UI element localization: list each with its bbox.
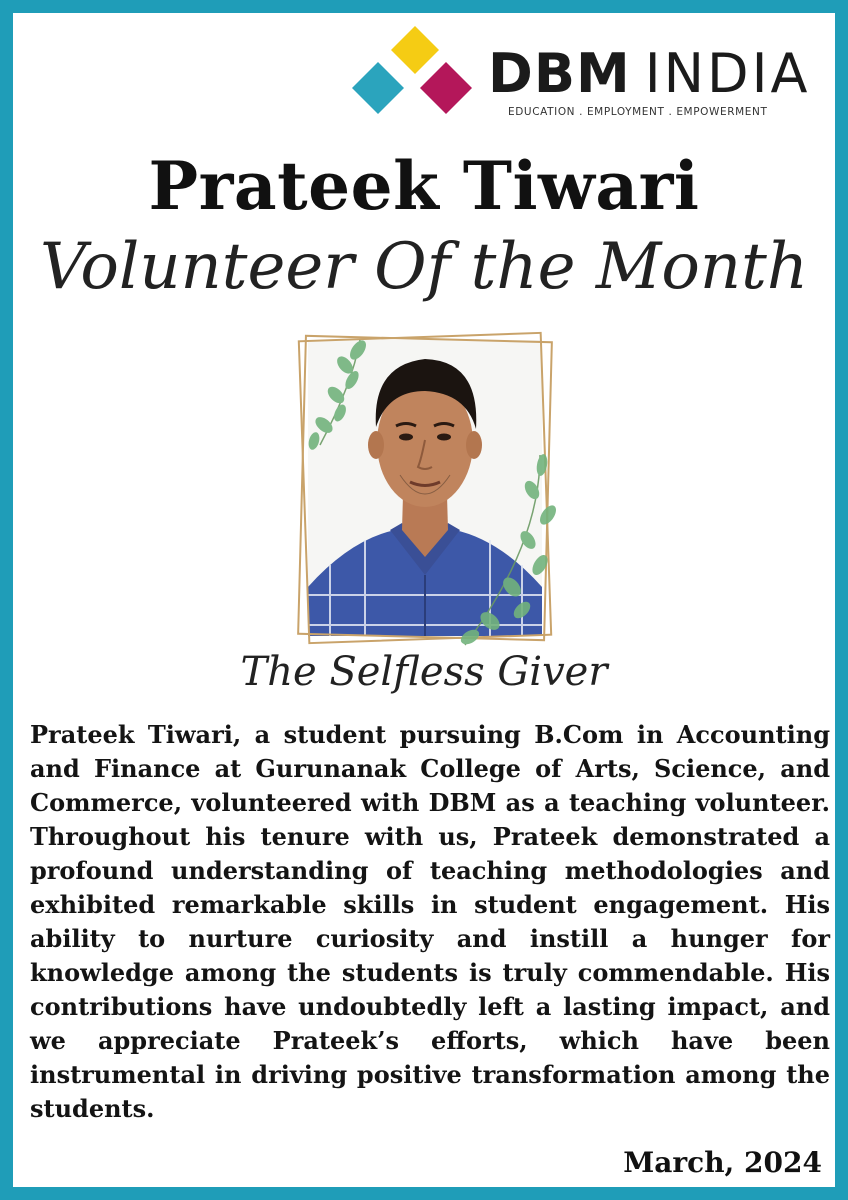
- logo-tagline: EDUCATION . EMPLOYMENT . EMPOWERMENT: [508, 106, 768, 118]
- logo-diamond-mark: [350, 24, 480, 116]
- logo-word-dbm: DBM: [488, 42, 631, 105]
- award-title: Volunteer Of the Month: [39, 230, 809, 304]
- tagline-selfless-giver: The Selfless Giver: [240, 649, 608, 695]
- portrait-svg: [290, 325, 560, 655]
- portrait-area: [290, 325, 560, 655]
- volunteer-description: Prateek Tiwari, a student pursuing B.Com in Accounting and Finance at Gurunanak College of Arts, Science, and Commerce, volunteered with DBM as a teaching volunteer. Throughout his tenure with us, Prateek demonstrated a profound understanding of teaching methodologies and exhibited remarkable skills in student engagement. His ability to nurture curiosity and instill a hunger for knowledge among the students is truly commendable. His contributions have undoubtedly left a lasting impact, and we appreciate Prateek’s efforts, which have been instrumental in driving positive transformation among the students.: [30, 720, 830, 1123]
- logo-wordmark: [488, 42, 811, 105]
- logo-magenta-diamond: [420, 62, 472, 114]
- volunteer-name: Prateek Tiwari: [148, 147, 700, 225]
- month-date: March, 2024: [623, 1146, 822, 1179]
- logo-word-india: INDIA: [644, 42, 811, 105]
- logo-yellow-diamond: [391, 26, 439, 74]
- logo-teal-diamond: [352, 62, 404, 114]
- dbm-india-logo: [350, 24, 820, 124]
